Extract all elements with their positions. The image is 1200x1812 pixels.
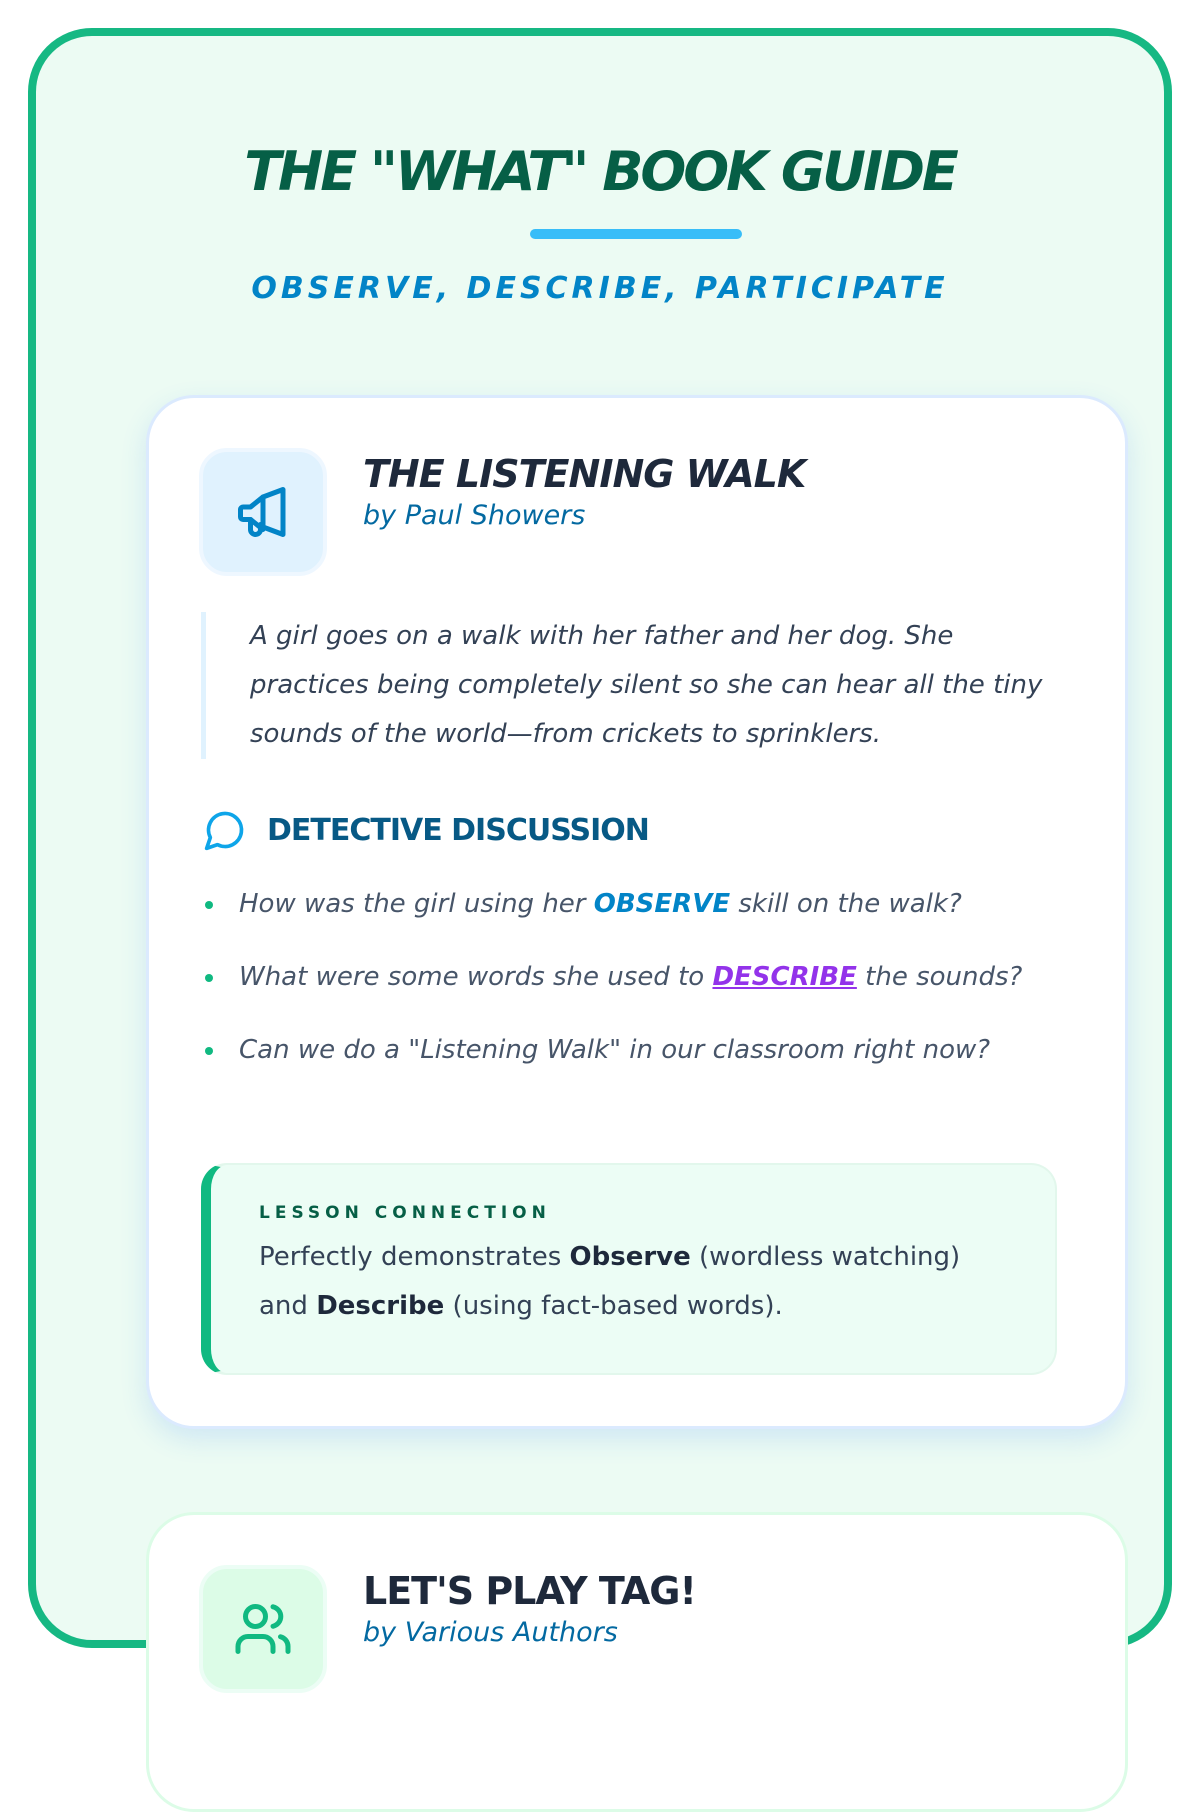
lesson-connection-label: LESSON CONNECTION [259, 1203, 551, 1223]
speech-bubble-icon [203, 808, 247, 852]
book-title: THE LISTENING WALK [363, 452, 806, 496]
bullet-dot [205, 901, 213, 909]
page-title: THE "WHAT" BOOK GUIDE [244, 140, 956, 203]
bullet-dot [205, 1047, 213, 1055]
lesson-connection-box [201, 1163, 1057, 1375]
observe-highlight: OBSERVE [593, 889, 731, 919]
book-author: by Various Authors [363, 1617, 618, 1648]
question-list [203, 884, 1103, 1103]
book-card [146, 1512, 1128, 1812]
discussion-title: DETECTIVE DISCUSSION [267, 812, 649, 848]
book-title: LET'S PLAY TAG! [363, 1569, 696, 1613]
book-summary: A girl goes on a walk with her father and her dog. She practices being completely silent so she can hear all the tiny sounds of the world—from crickets to sprinklers. [201, 612, 1071, 759]
book-icon-box [199, 448, 327, 576]
book-card [146, 395, 1128, 1429]
question-item: What were some words she used to DESCRIBE the sounds? [203, 957, 1103, 1030]
question-item: Can we do a "Listening Walk" in our classroom right now? [203, 1030, 1103, 1103]
page-subtitle: OBSERVE, DESCRIBE, PARTICIPATE [251, 271, 949, 306]
discussion-header [203, 808, 649, 852]
question-item: How was the girl using her OBSERVE skill on the walk? [203, 884, 1103, 957]
book-author: by Paul Showers [363, 500, 586, 531]
lesson-connection-text: Perfectly demonstrates Observe (wordless watching) and Describe (using fact-based words). [259, 1242, 961, 1321]
users-icon [233, 1599, 293, 1659]
title-underline [530, 229, 742, 239]
megaphone-icon [233, 482, 293, 542]
book-icon-box [199, 1565, 327, 1693]
describe-link[interactable]: DESCRIBE [712, 962, 857, 992]
guide-frame [28, 28, 1172, 1648]
bullet-dot [205, 974, 213, 982]
